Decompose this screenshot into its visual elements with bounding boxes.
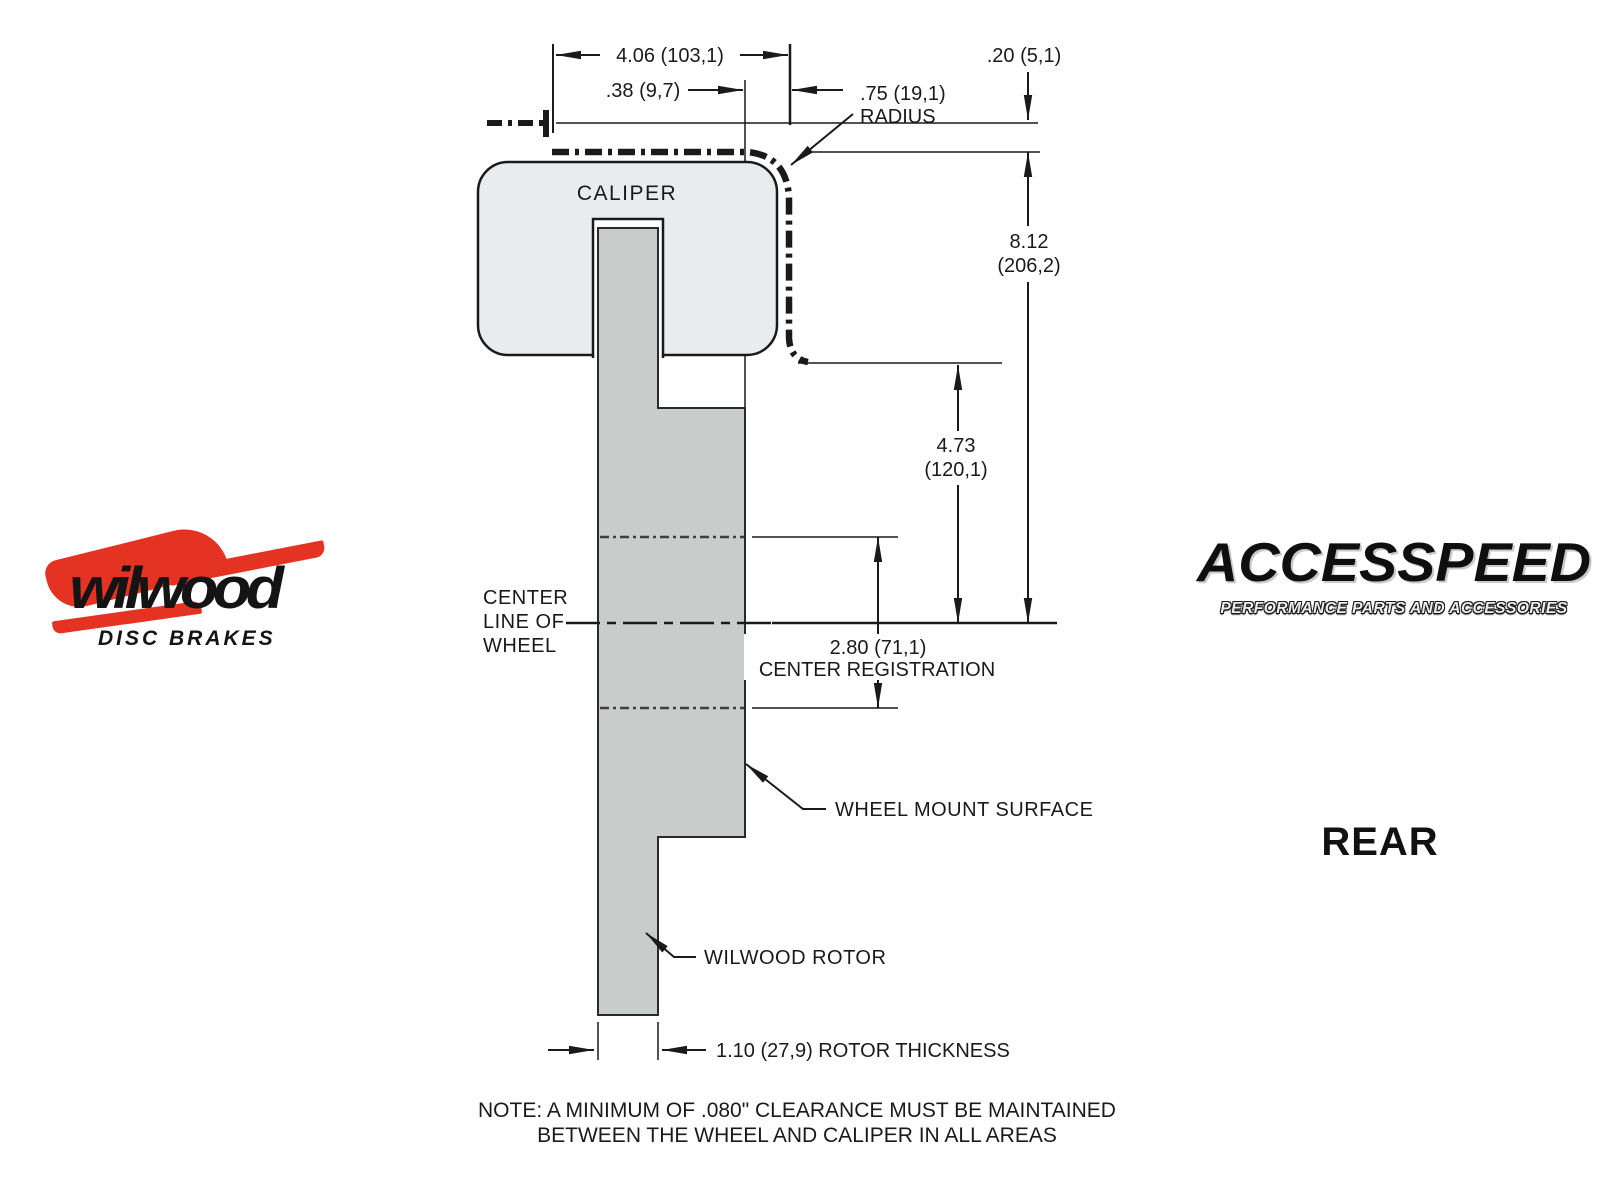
dim-812-metric: (206,2) <box>997 255 1061 277</box>
dim-280-label: CENTER REGISTRATION <box>758 659 996 681</box>
caliper-label: CALIPER <box>576 182 678 205</box>
dim-38-text: .38 (9,7) <box>605 80 681 102</box>
dim-280-value: 2.80 (71,1) <box>829 637 927 659</box>
wheel-mount-label: WHEEL MOUNT SURFACE <box>835 799 1094 821</box>
dim-473-metric: (120,1) <box>924 459 988 481</box>
dim-473-value: 4.73 <box>936 435 976 457</box>
centerline-label-2: LINE OF <box>483 611 565 633</box>
dim-text-masks <box>744 226 1064 680</box>
dim-406-text: 4.06 (103,1) <box>616 45 724 67</box>
rotor-thickness-text: 1.10 (27,9) ROTOR THICKNESS <box>716 1040 1010 1062</box>
wilwood-logo <box>18 533 330 661</box>
note-line-2: BETWEEN THE WHEEL AND CALIPER IN ALL AREAS <box>537 1124 1057 1147</box>
rotor-label: WILWOOD ROTOR <box>704 947 887 969</box>
accesspeed-subtitle: PERFORMANCE PARTS AND ACCESSORIES <box>1220 600 1568 617</box>
radius-text-value: .75 (19,1) <box>860 83 946 105</box>
centerline-label-3: WHEEL <box>483 635 557 657</box>
centerline-label-1: CENTER <box>483 587 569 609</box>
view-label-rear: REAR <box>1321 820 1439 864</box>
accesspeed-wordmark: ACCESSPEED <box>1196 531 1592 593</box>
note-line-1: NOTE: A MINIMUM OF .080" CLEARANCE MUST BE MAINTAINED <box>478 1099 1116 1122</box>
wheel-mount-leader <box>746 764 826 809</box>
radius-text-label: RADIUS <box>860 106 936 128</box>
wilwood-wordmark: wilwood <box>69 556 279 621</box>
dim-20-text: .20 (5,1) <box>986 45 1062 67</box>
radius-leader <box>791 114 853 165</box>
wilwood-subtitle: DISC BRAKES <box>98 627 276 650</box>
accesspeed-logo <box>1192 530 1596 652</box>
dim-812-value: 8.12 <box>1009 231 1049 253</box>
